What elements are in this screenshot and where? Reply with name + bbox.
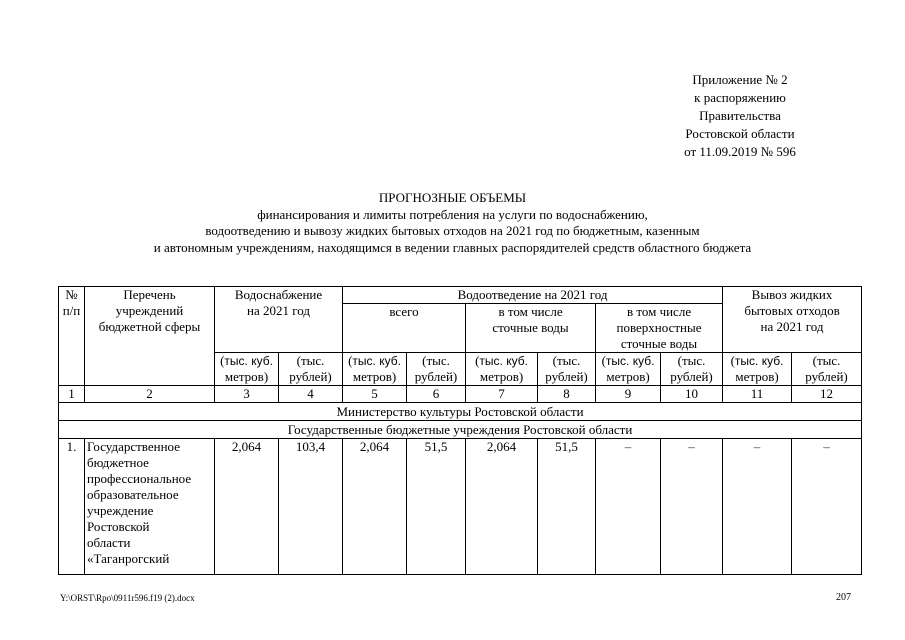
column-number: 3 [215,386,279,403]
unit-word: тыс. куб. [352,354,401,368]
column-number: 5 [343,386,407,403]
unit-volume [343,353,407,386]
row-value: 51,5 [538,439,596,575]
unit-end: метров) [224,369,269,384]
column-number: 9 [596,386,661,403]
column-number: 10 [661,386,723,403]
unit-volume [215,353,279,386]
column-number: 12 [792,386,862,403]
row-value: 103,4 [279,439,343,575]
column-number: 11 [723,386,792,403]
column-number: 4 [279,386,343,403]
header-water-supply: Водоснабжение на 2021 год [215,287,343,353]
unit-volume [596,353,661,386]
unit-rubles: (тыс. рублей) [661,353,723,386]
header-num: № п/п [59,287,85,386]
document-heading [0,190,905,256]
unit-rubles: (тыс. рублей) [279,353,343,386]
document-title: ПРОГНОЗНЫЕ ОБЪЕМЫ [378,190,527,205]
column-number: 7 [466,386,538,403]
header-drainage-total: всего [343,304,466,353]
appendix-line: Правительства [699,108,781,123]
column-numbers-row [59,386,862,403]
section-institution-type: Государственные бюджетные учреждения Ростовской области [59,421,862,439]
unit-word: тыс. куб. [605,354,655,368]
unit-word: тыс. куб. [479,354,528,368]
unit-rubles: (тыс. рублей) [538,353,596,386]
document-subtitle-line: водоотведению и вывозу жидких бытовых отходов на 2021 год по бюджетным, казенным [205,223,700,238]
table-header-row [59,287,862,304]
section-row [59,403,862,421]
header-drainage: Водоотведение на 2021 год [343,287,723,304]
row-name: Государственное бюджетное профессиональное образовательное учреждение Ростовской области «Таганрогский [85,439,215,575]
unit-end: метров) [479,369,524,384]
unit-open: ( [730,353,735,368]
unit-rubles: (тыс. рублей) [792,353,862,386]
unit-rubles: (тыс. рублей) [407,353,466,386]
header-waste: Вывоз жидких бытовых отходов на 2021 год [723,287,862,353]
file-path: Y:\ORST\Rpo\0911r596.f19 (2).docx [60,593,195,603]
row-value: 2,064 [466,439,538,575]
unit-word: тыс. куб. [224,354,273,368]
row-num: 1. [59,439,85,575]
row-value: – [723,439,792,575]
document-subtitle-line: финансирования и лимиты потребления на услуги по водоснабжению, [257,206,648,222]
column-number: 2 [85,386,215,403]
section-row [59,421,862,439]
header-list: Перечень учреждений бюджетной сферы [85,287,215,386]
header-sewage: в том числе сточные воды [466,304,596,353]
row-value: – [661,439,723,575]
table-row [59,439,862,575]
appendix-line: Ростовской области [685,126,795,141]
header-surface: в том числе поверхностные сточные воды [596,304,723,353]
section-ministry: Министерство культуры Ростовской области [59,403,862,421]
unit-end: метров) [735,369,779,384]
row-value: 2,064 [215,439,279,575]
unit-open: ( [601,353,606,368]
row-value: – [596,439,661,575]
unit-open: ( [348,353,353,368]
unit-open: ( [220,353,225,368]
appendix-line: к распоряжению [694,90,786,105]
column-number: 6 [407,386,466,403]
unit-word: тыс. куб. [734,354,784,368]
unit-end: метров) [606,369,650,384]
row-value: 51,5 [407,439,466,575]
appendix-block [640,71,840,161]
page-number: 207 [836,592,851,603]
document-subtitle-line: и автономным учреждениям, находящимся в ведении главных распорядителей средств областного бюджета [153,239,752,255]
row-value: – [792,439,862,575]
unit-open: ( [475,353,480,368]
unit-end: метров) [352,369,397,384]
row-value: 2,064 [343,439,407,575]
unit-volume [723,353,792,386]
appendix-line: от 11.09.2019 № 596 [684,144,796,159]
limits-table [58,286,862,575]
appendix-line: Приложение № 2 [692,72,788,87]
column-number: 8 [538,386,596,403]
unit-volume [466,353,538,386]
column-number: 1 [59,386,85,403]
